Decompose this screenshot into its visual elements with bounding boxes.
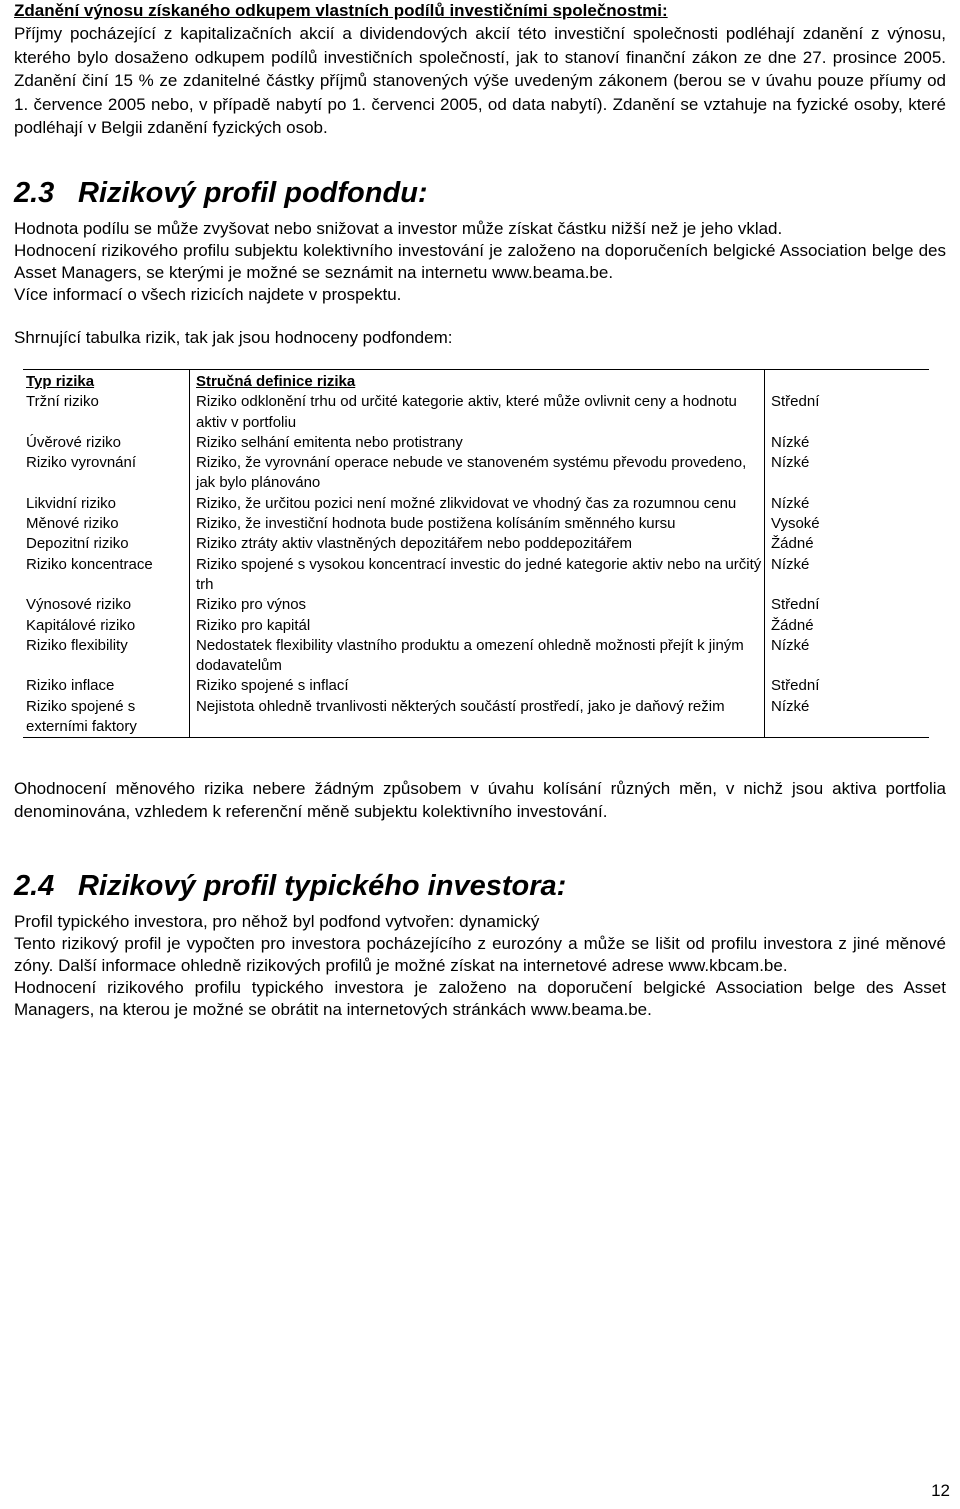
risk-type: Kapitálové riziko xyxy=(26,616,136,634)
paragraph: Profil typického investora, pro něhož byl podfond vytvořen: dynamický xyxy=(14,912,540,931)
tax-heading: Zdanění výnosu získaného odkupem vlastních podílů investičními společnostmi: xyxy=(14,1,668,20)
risk-definition: Riziko spojené s inflací xyxy=(190,676,765,696)
risk-summary-table xyxy=(23,369,929,738)
header-risk-level xyxy=(765,370,930,393)
section-number: 2.3 xyxy=(14,177,55,209)
paragraph: Hodnota podílu se může zvyšovat nebo snižovat a investor může získat částku nižší než je jeho vklad. xyxy=(14,219,783,238)
risk-level: Žádné xyxy=(771,616,814,634)
risk-level: Nízké xyxy=(771,494,810,512)
risk-level: Vysoké xyxy=(771,515,820,533)
currency-risk-note: Ohodnocení měnového rizika nebere žádným způsobem v úvahu kolísání různých měn, v nichž jsou aktiva portfolia denominována, vzhledem k referenční měně subjektu kolektivního investování. xyxy=(14,779,946,821)
risk-definition: Riziko, že určitou pozici není možné zlikvidovat ve vhodný čas za rozumnou cenu xyxy=(190,494,765,514)
risk-level: Nízké xyxy=(771,636,810,654)
table-row xyxy=(23,494,929,514)
table-row xyxy=(23,676,929,696)
risk-definition: Riziko selhání emitenta nebo protistrany xyxy=(190,433,765,453)
risk-definition: Nedostatek flexibility vlastního produktu a omezení ohledně možnosti přejít k jiným dodavatelům xyxy=(190,636,765,677)
risk-table-caption: Shrnující tabulka rizik, tak jak jsou hodnoceny podfondem: xyxy=(14,328,453,347)
risk-type: Depozitní riziko xyxy=(26,535,129,553)
risk-definition: Riziko pro kapitál xyxy=(190,616,765,636)
section-2-4-heading xyxy=(14,869,566,903)
paragraph: Tento rizikový profil je vypočten pro investora pocházejícího z eurozóny a může se lišit od profilu investora z jiné měnové zóny. Další informace ohledně rizikových profilů je možné získat na internetové adrese www.kbcam.be. xyxy=(14,934,946,975)
table-row xyxy=(23,555,929,596)
section-2-4-body xyxy=(14,911,946,1021)
risk-type: Výnosové riziko xyxy=(26,596,132,614)
tax-paragraph: Příjmy pocházející z kapitalizačních akcií a dividendových akcií této investiční společnosti podléhají zdanění z výnosu, kterého bylo dosaženo odkupem podílů investičních společností, jak to stanoví finanční zákon ze dne 27. prosince 2005. Zdanění činí 15 % ze zdanitelné částky příjmů stanovených výše uvedeným zákonem (berou se v úvahu pouze příumy od 1. července 2005 nebo, v případě nabytí po 1. červenci 2005, od data nabytí). Zdanění se vztahuje na fyzické osoby, které podléhají v Belgii zdanění fyzických osob. xyxy=(14,24,946,137)
risk-definition: Riziko pro výnos xyxy=(190,595,765,615)
page-number: 12 xyxy=(931,1481,950,1500)
risk-type: Riziko inflace xyxy=(26,677,115,695)
risk-level: Nízké xyxy=(771,555,810,573)
risk-definition: Riziko, že investiční hodnota bude postižena kolísáním směnného kursu xyxy=(190,514,765,534)
risk-type: Tržní riziko xyxy=(26,393,99,411)
section-title: Rizikový profil podfondu: xyxy=(78,177,428,209)
risk-level: Nízké xyxy=(771,433,810,451)
paragraph: Více informací o všech rizicích najdete v prospektu. xyxy=(14,285,402,304)
risk-type: Likvidní riziko xyxy=(26,494,117,512)
table-row xyxy=(23,433,929,453)
risk-type: Riziko flexibility xyxy=(26,636,128,654)
header-risk-type: Typ rizika xyxy=(26,373,95,390)
risk-type: Riziko spojené s externími faktory xyxy=(26,697,137,736)
risk-level: Střední xyxy=(771,596,820,614)
table-header-row xyxy=(23,370,929,393)
risk-level: Nízké xyxy=(771,454,810,472)
section-title: Rizikový profil typického investora: xyxy=(78,870,567,902)
risk-definition: Riziko spojené s vysokou koncentrací investic do jedné kategorie aktiv nebo na určitý trh xyxy=(190,555,765,596)
header-risk-definition: Stručná definice rizika xyxy=(190,370,765,393)
table-row xyxy=(23,514,929,534)
risk-definition: Nejistota ohledně trvanlivosti některých součástí prostředí, jako je daňový režim xyxy=(190,697,765,738)
risk-type: Riziko vyrovnání xyxy=(26,454,137,472)
risk-definition: Riziko, že vyrovnání operace nebude ve stanoveném systému převodu provedeno, jak bylo plánováno xyxy=(190,453,765,494)
risk-level: Nízké xyxy=(771,697,810,715)
table-row xyxy=(23,697,929,738)
table-row xyxy=(23,636,929,677)
section-number: 2.4 xyxy=(14,870,55,902)
risk-level: Žádné xyxy=(771,535,814,553)
table-row xyxy=(23,595,929,615)
risk-definition: Riziko odklonění trhu od určité kategorie aktiv, které může ovlivnit ceny a hodnotu aktiv v portfoliu xyxy=(190,392,765,433)
section-2-3-body xyxy=(14,218,946,306)
risk-level: Střední xyxy=(771,393,820,411)
risk-definition: Riziko ztráty aktiv vlastněných depozitářem nebo poddepozitářem xyxy=(190,534,765,554)
risk-level: Střední xyxy=(771,677,820,695)
table-row xyxy=(23,453,929,494)
table-row xyxy=(23,534,929,554)
risk-type: Riziko koncentrace xyxy=(26,555,153,573)
table-row xyxy=(23,392,929,433)
paragraph: Hodnocení rizikového profilu typického investora je založeno na doporučení belgické Association belge des Asset Managers, na kterou je možné se obrátit na internetových stránkách www.beama.be. xyxy=(14,978,946,1019)
risk-type: Měnové riziko xyxy=(26,515,119,533)
table-row xyxy=(23,616,929,636)
risk-type: Úvěrové riziko xyxy=(26,433,122,451)
section-2-3-heading xyxy=(14,176,428,210)
paragraph: Hodnocení rizikového profilu subjektu kolektivního investování je založeno na doporučeních belgické Association belge des Asset Managers, se kterými je možné se seznámit na internetu www.beama.be. xyxy=(14,241,946,282)
